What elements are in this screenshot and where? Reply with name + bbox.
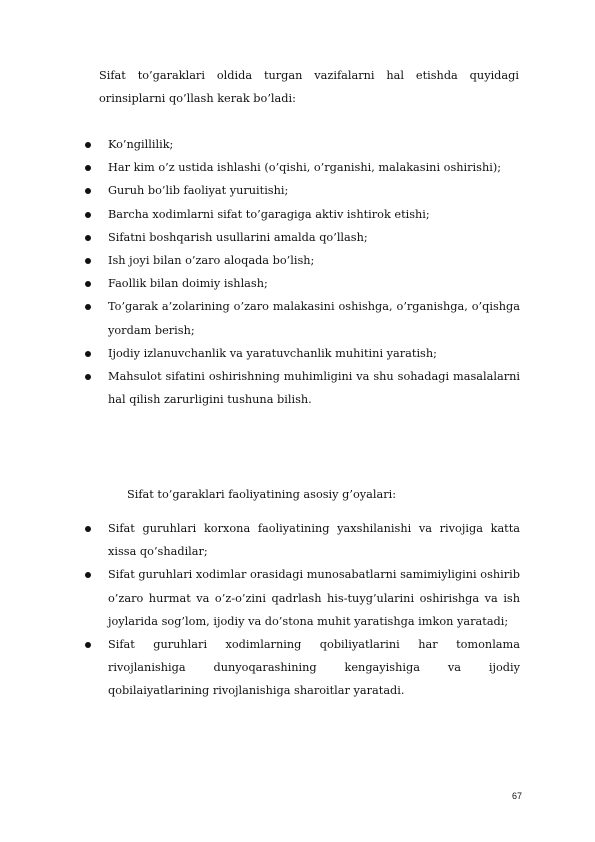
list-item <box>82 226 520 249</box>
bullet-icon <box>85 642 91 648</box>
list-item-text: Barcha xodimlarni sifat to’garagiga aktiv ishtirok etishi; <box>108 207 430 221</box>
list-item <box>82 342 520 365</box>
bullet-icon <box>85 281 91 287</box>
list-item-text: Mahsulot sifatini oshirishning muhimligini va shu sohadagi masalalarni hal qilish zarurligini tushuna bilish. <box>108 370 520 407</box>
bullet-icon <box>85 235 91 241</box>
list-item-text: Sifatni boshqarish usullarini amalda qo’llash; <box>108 230 368 244</box>
list-item <box>82 133 520 156</box>
bullet-icon <box>85 165 91 171</box>
page-number: 67 <box>511 791 522 801</box>
list-item-text: Har kim o’z ustida ishlashi (o’qishi, o’rganishi, malakasini oshirishi); <box>108 161 502 175</box>
list-item <box>82 179 520 202</box>
bullet-icon <box>85 351 91 357</box>
bullet-icon <box>85 142 91 148</box>
list-item <box>82 249 520 272</box>
list-item <box>82 203 520 226</box>
list-item-text: Ish joyi bilan o’zaro aloqada bo’lish; <box>108 254 315 268</box>
list-item <box>82 156 520 179</box>
list-item <box>82 295 520 341</box>
bullet-icon <box>85 212 91 218</box>
section-heading: Sifat to’garaklari faoliyatining asosiy g’oyalari: <box>127 488 397 501</box>
list-item-text: Guruh bo’lib faoliyat yuruitishi; <box>108 184 289 198</box>
list-item-text: Sifat guruhlari korxona faoliyatining yaxshilanishi va rivojiga katta xissa qo’shadilar; <box>108 522 520 559</box>
bullet-icon <box>85 374 91 380</box>
list-item-text: To’garak a’zolarining o’zaro malakasini oshishga, o’rganishga, o’qishga yordam berish; <box>108 300 520 337</box>
bullet-icon <box>85 572 91 578</box>
bullet-icon <box>85 526 91 532</box>
list-item <box>82 272 520 295</box>
list-item-text: Ko’ngillilik; <box>108 138 174 151</box>
intro-paragraph: Sifat to’garaklari oldida turgan vazifalarni hal etishda quyidagi orinsiplarni qo’llash kerak bo’ladi: <box>99 69 519 105</box>
list-item-text: Faollik bilan doimiy ishlash; <box>108 277 268 291</box>
list-item <box>82 633 520 703</box>
list-item-text: Ijodiy izlanuvchanlik va yaratuvchanlik muhitini yaratish; <box>108 346 437 360</box>
list-item <box>82 563 520 633</box>
principles-list <box>82 133 520 411</box>
list-item-text: Sifat guruhlari xodimlar orasidagi munosabatlarni samimiyligini oshirib o’zaro hurmat va o’z-o’zini qadrlash his-tuyg’ularini oshirishga va ish joylarida sog’lom, ijodiy va do’stona muhit yaratishga imkon yaratadi; <box>108 568 520 628</box>
bullet-icon <box>85 304 91 310</box>
list-item-text: Sifat guruhlari xodimlarning qobiliyatlarini har tomonlama rivojlanishiga dunyoqarashining kengayishiga va ijodiy qobilaiyatlarining rivojlanishiga sharoitlar yaratadi. <box>108 638 520 698</box>
list-item <box>82 365 520 411</box>
list-item <box>82 517 520 563</box>
ideas-list <box>82 517 520 703</box>
bullet-icon <box>85 258 91 264</box>
bullet-icon <box>85 188 91 194</box>
